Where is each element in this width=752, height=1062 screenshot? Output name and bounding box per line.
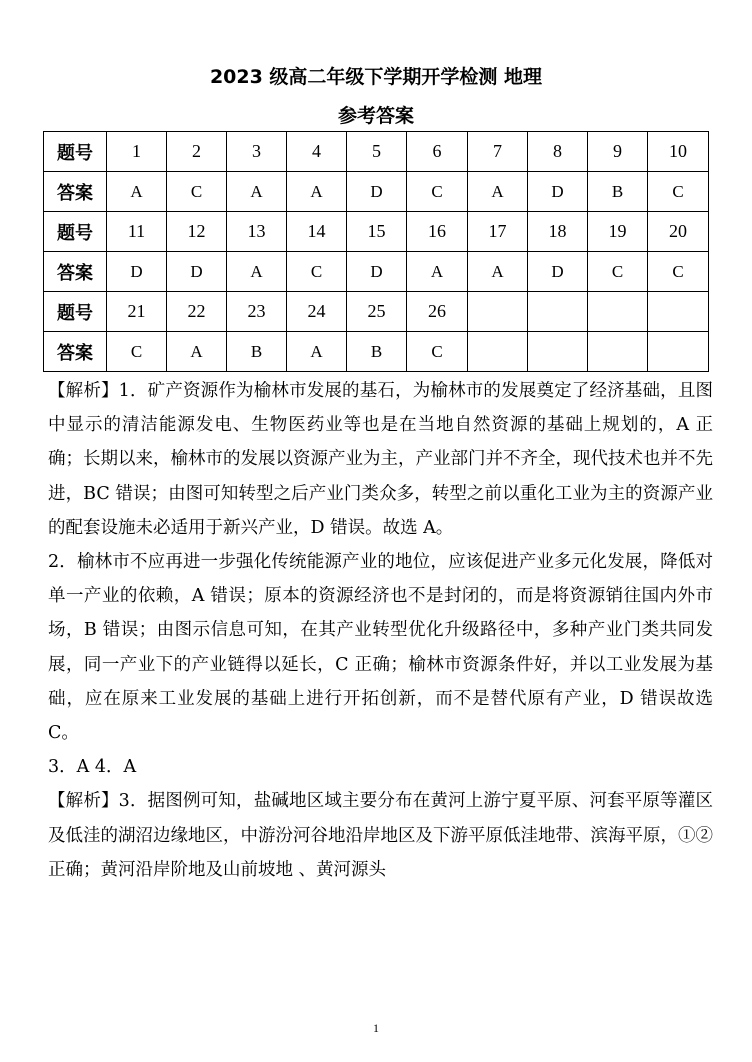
- question-number-cell: 11: [107, 212, 167, 252]
- answer-cell: C: [287, 252, 347, 292]
- paragraph: 【解析】3．据图例可知，盐碱地区域主要分布在黄河上游宁夏平原、河套平原等灌区及低洼的湖沼边缘地区，中游汾河谷地沿岸地区及下游平原低洼地带、滨海平原，①②正确；黄河沿岸阶地及山前坡地 、黄河源头: [48, 791, 713, 880]
- answer-cell: C: [407, 172, 468, 212]
- answer-cell: C: [407, 332, 468, 372]
- question-number-cell: 8: [528, 132, 588, 172]
- question-number-cell: 22: [167, 292, 227, 332]
- answer-cell: C: [648, 172, 709, 212]
- answer-cell: A: [287, 332, 347, 372]
- page-number: 1: [373, 1021, 379, 1035]
- answer-cell: D: [528, 252, 588, 292]
- question-number-cell: 23: [227, 292, 287, 332]
- answer-cell: D: [528, 172, 588, 212]
- paragraph: 2．榆林市不应再进一步强化传统能源产业的地位，应该促进产业多元化发展，降低对单一产业的依赖，A 错误；原本的资源经济也不是封闭的，而是将资源销往国内外市场，B 错误；由图示信息可知，在其产业转型优化升级路径中，多种产业门类共同发展，同一产业下的产业链得以延长，C 正确；榆林市资源条件好，并以工业发展为基础，应在原来工业发展的基础上进行开拓创新，而不是替代原有产业，D 错误故选 C。: [48, 552, 713, 744]
- document-subtitle: 参考答案: [337, 105, 414, 127]
- paragraph: 【解析】1．矿产资源作为榆林市发展的基石，为榆林市的发展奠定了经济基础，且图中显示的清洁能源发电、生物医药业等也是在当地自然资源的基础上规划的，A 正确；长期以来，榆林市的发展以资源产业为主，产业部门并不齐全，现代技术也并不先进，BC 错误；由图可知转型之后产业门类众多，转型之前以重化工业为主的资源产业的配套设施未必适用于新兴产业，D 错误。故选 A。: [48, 381, 713, 538]
- answer-cell: [588, 332, 648, 372]
- answer-cell: D: [347, 172, 407, 212]
- answer-cell: [528, 332, 588, 372]
- row-label-question-number: 题号: [44, 292, 107, 332]
- answer-cell: C: [648, 252, 709, 292]
- answer-cell: D: [347, 252, 407, 292]
- answer-table-body: [44, 132, 709, 372]
- question-number-cell: [648, 292, 709, 332]
- paragraph: 3．A 4．A: [48, 757, 137, 778]
- document-title: 2023 级高二年级下学期开学检测 地理: [209, 66, 543, 88]
- question-number-cell: 6: [407, 132, 468, 172]
- question-number-cell: 3: [227, 132, 287, 172]
- explanation-text: [48, 374, 713, 887]
- question-number-cell: 24: [287, 292, 347, 332]
- question-number-cell: 2: [167, 132, 227, 172]
- answer-cell: A: [468, 252, 528, 292]
- question-number-cell: 19: [588, 212, 648, 252]
- question-number-row: [44, 132, 709, 172]
- answer-cell: A: [227, 252, 287, 292]
- answer-cell: A: [107, 172, 167, 212]
- question-number-cell: 10: [648, 132, 709, 172]
- question-number-cell: 5: [347, 132, 407, 172]
- row-label-answer: 答案: [44, 172, 107, 212]
- question-number-cell: 26: [407, 292, 468, 332]
- question-number-cell: [468, 292, 528, 332]
- question-number-cell: 7: [468, 132, 528, 172]
- answer-cell: D: [167, 252, 227, 292]
- row-label-answer: 答案: [44, 252, 107, 292]
- answer-cell: C: [107, 332, 167, 372]
- question-number-cell: 13: [227, 212, 287, 252]
- answer-cell: B: [347, 332, 407, 372]
- question-number-cell: 12: [167, 212, 227, 252]
- question-number-cell: 9: [588, 132, 648, 172]
- answer-cell: A: [227, 172, 287, 212]
- question-number-cell: 16: [407, 212, 468, 252]
- answer-row: [44, 332, 709, 372]
- question-number-cell: 20: [648, 212, 709, 252]
- answer-cell: C: [588, 252, 648, 292]
- question-number-cell: 25: [347, 292, 407, 332]
- answer-cell: D: [107, 252, 167, 292]
- question-number-cell: 1: [107, 132, 167, 172]
- answer-cell: C: [167, 172, 227, 212]
- answer-cell: A: [407, 252, 468, 292]
- question-number-cell: 17: [468, 212, 528, 252]
- question-number-cell: 14: [287, 212, 347, 252]
- answer-cell: [648, 332, 709, 372]
- answer-cell: [468, 332, 528, 372]
- question-number-cell: [528, 292, 588, 332]
- answer-table: [43, 131, 709, 372]
- question-number-cell: 15: [347, 212, 407, 252]
- question-number-row: [44, 292, 709, 332]
- question-number-cell: [588, 292, 648, 332]
- row-label-question-number: 题号: [44, 212, 107, 252]
- question-number-cell: 18: [528, 212, 588, 252]
- row-label-answer: 答案: [44, 332, 107, 372]
- question-number-cell: 4: [287, 132, 347, 172]
- answer-cell: A: [167, 332, 227, 372]
- answer-row: [44, 252, 709, 292]
- answer-cell: A: [287, 172, 347, 212]
- question-number-cell: 21: [107, 292, 167, 332]
- question-number-row: [44, 212, 709, 252]
- answer-cell: A: [468, 172, 528, 212]
- answer-cell: B: [227, 332, 287, 372]
- row-label-question-number: 题号: [44, 132, 107, 172]
- answer-cell: B: [588, 172, 648, 212]
- answer-row: [44, 172, 709, 212]
